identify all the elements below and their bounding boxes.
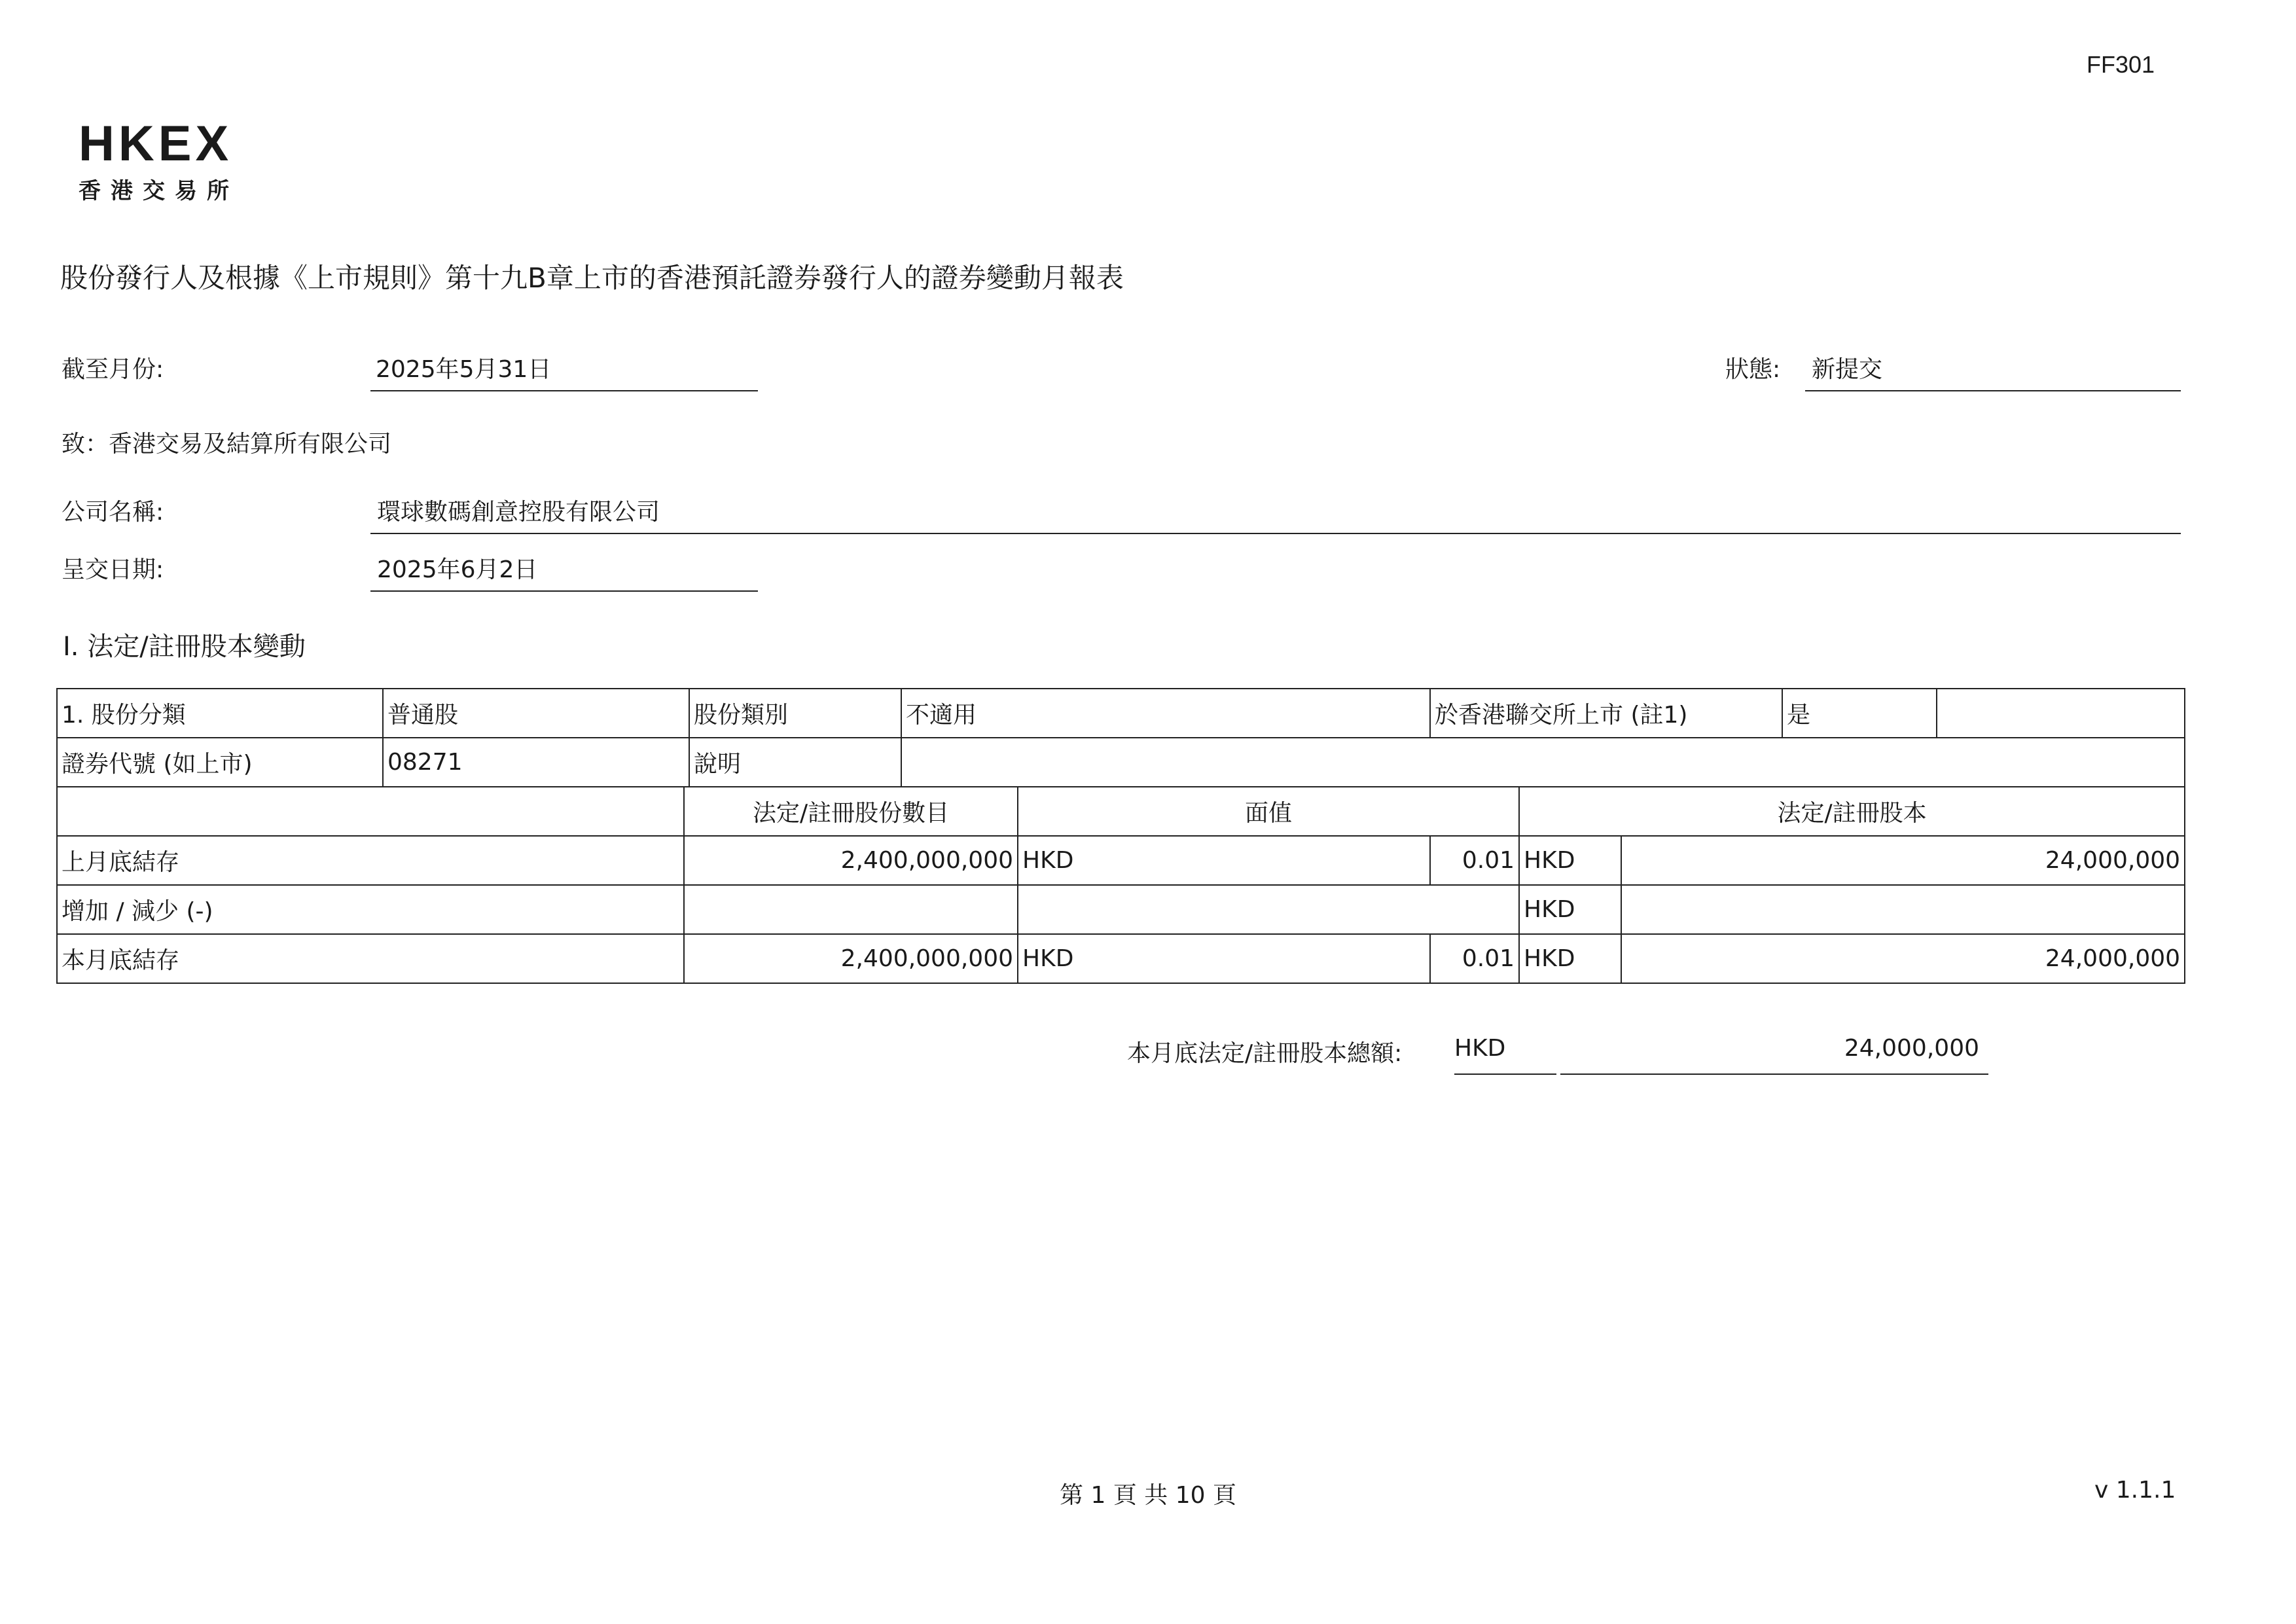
- share-type-value: 不適用: [901, 689, 1430, 738]
- status-value: 新提交: [1812, 356, 1883, 383]
- shares-value: 2,400,000,000: [684, 836, 1018, 885]
- capital-value: [1621, 885, 2185, 934]
- total-value-underline: [1560, 1074, 1988, 1075]
- shares-value: [684, 885, 1018, 934]
- header-share-capital: 法定/註冊股本: [1519, 787, 2185, 836]
- status-label: 狀態:: [1725, 356, 1781, 383]
- row-label: 上月底結存: [57, 836, 383, 885]
- header-number-of-shares: 法定/註冊股份數目: [684, 787, 1018, 836]
- logo-text-zh: 香港交易所: [79, 178, 239, 204]
- description-value: [901, 738, 2185, 787]
- page-title: 股份發行人及根據《上市規則》第十九B章上市的香港預託證券發行人的證券變動月報表: [60, 262, 1124, 294]
- row-label: 增加 / 減少 (-): [57, 885, 383, 934]
- par-value: 0.01: [1430, 836, 1519, 885]
- stock-code-label: 證券代號 (如上市): [57, 738, 383, 787]
- submit-date-underline: [370, 590, 758, 592]
- table-row: [57, 934, 2185, 983]
- status-underline: [1805, 390, 2181, 391]
- column-header-row: [57, 787, 2185, 836]
- recipient-line: 致：香港交易及結算所有限公司: [62, 431, 392, 458]
- total-capital-currency: HKD: [1454, 1035, 1506, 1062]
- logo-text-en: HKEX: [79, 116, 233, 171]
- share-class-label: 1. 股份分類: [57, 689, 383, 738]
- company-underline: [370, 533, 2181, 534]
- listed-value: 是: [1782, 689, 1937, 738]
- row-label-pad: [383, 934, 684, 983]
- par-value: 0.01: [1430, 934, 1519, 983]
- capital-currency: HKD: [1519, 885, 1621, 934]
- table-row: [57, 885, 2185, 934]
- description-label: 說明: [689, 738, 901, 787]
- par-currency: HKD: [1018, 934, 1430, 983]
- hkex-logo: [79, 116, 239, 205]
- capital-currency: HKD: [1519, 836, 1621, 885]
- share-type-label: 股份類別: [689, 689, 901, 738]
- month-end-value: 2025年5月31日: [376, 356, 552, 383]
- listed-extra-cell: [1937, 689, 2185, 738]
- listed-label: 於香港聯交所上市 (註1): [1430, 689, 1782, 738]
- stock-code-row: [57, 738, 2185, 787]
- row-label: 本月底結存: [57, 934, 383, 983]
- total-capital-label: 本月底法定/註冊股本總額:: [1127, 1040, 1403, 1067]
- section-title: I. 法定/註冊股本變動: [63, 632, 306, 662]
- month-end-label: 截至月份:: [62, 356, 164, 383]
- stock-code-value: 08271: [383, 738, 689, 787]
- form-code: FF301: [2087, 51, 2155, 78]
- table-row: [57, 836, 2185, 885]
- capital-currency: HKD: [1519, 934, 1621, 983]
- month-end-underline: [370, 390, 758, 391]
- capital-value: 24,000,000: [1621, 934, 2185, 983]
- par-currency: HKD: [1018, 836, 1430, 885]
- header-blank: [57, 787, 383, 836]
- submit-date-label: 呈交日期:: [62, 556, 164, 583]
- header-blank-2: [383, 787, 684, 836]
- par-merged-cell: [1018, 885, 1519, 934]
- company-label: 公司名稱:: [62, 499, 164, 526]
- shares-value: 2,400,000,000: [684, 934, 1018, 983]
- total-currency-underline: [1454, 1074, 1556, 1075]
- capital-value: 24,000,000: [1621, 836, 2185, 885]
- submit-date-value: 2025年6月2日: [377, 556, 538, 583]
- company-value: 環球數碼創意控股有限公司: [377, 499, 660, 526]
- share-class-row: [57, 689, 2185, 738]
- page-number: 第 1 頁 共 10 頁: [1060, 1482, 1236, 1509]
- form-version: v 1.1.1: [2094, 1477, 2176, 1504]
- share-capital-table: [56, 688, 2185, 984]
- total-capital-value: 24,000,000: [1844, 1035, 1979, 1062]
- row-label-pad: [383, 836, 684, 885]
- row-label-pad: [383, 885, 684, 934]
- header-par-value: 面值: [1018, 787, 1519, 836]
- share-class-value: 普通股: [383, 689, 689, 738]
